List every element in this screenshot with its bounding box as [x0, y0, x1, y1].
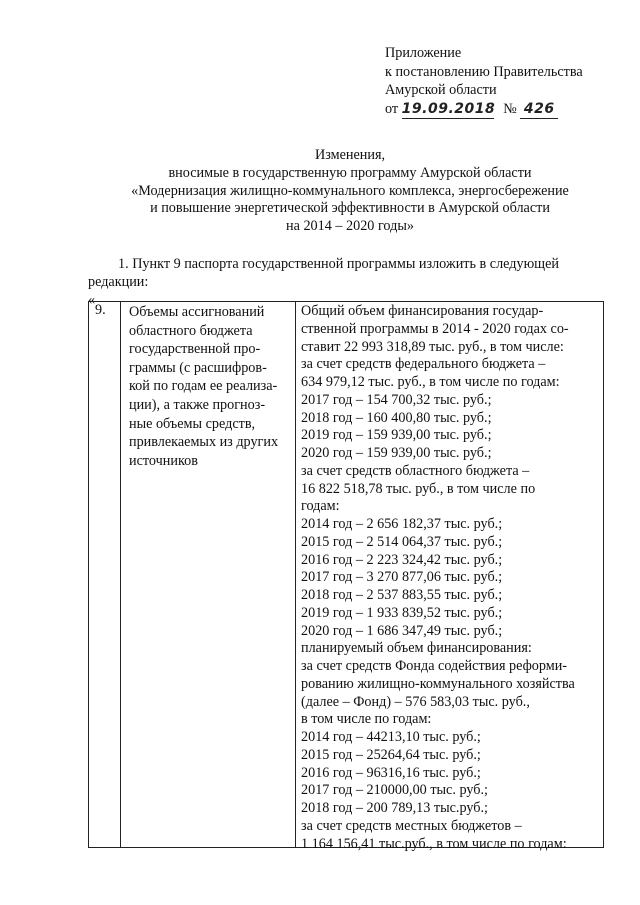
attachment-date-line: [385, 100, 583, 120]
content-line: 2016 год – 2 223 324,42 тыс. руб.;: [301, 551, 503, 568]
content-line: 2019 год – 159 939,00 тыс. руб.;: [301, 427, 492, 444]
row-number: 9.: [95, 302, 106, 318]
content-line: 2020 год – 1 686 347,49 тыс. руб.;: [301, 622, 503, 639]
content-line: (далее – Фонд) – 576 583,03 тыс. руб.,: [301, 693, 530, 710]
content-line: 2018 год – 2 537 883,55 тыс. руб.;: [301, 587, 503, 603]
content-line: Общий объем финансирования государ-: [301, 303, 544, 319]
row-content: [301, 303, 601, 853]
content-line: 2019 год – 1 933 839,52 тыс. руб.;: [301, 604, 503, 621]
content-line: годам:: [301, 498, 340, 515]
handwritten-date: 19.09.2018: [402, 100, 494, 120]
content-line: ставит 22 993 318,89 тыс. руб., в том числе:: [301, 338, 564, 355]
heading-line-4: и повышение энергетической эффективности в Амурской области: [150, 200, 550, 217]
content-line: 2020 год – 159 939,00 тыс. руб.;: [301, 445, 492, 461]
attachment-block: [385, 44, 583, 119]
column-divider-1: [120, 302, 121, 847]
content-line: 2016 год – 96316,16 тыс. руб.;: [301, 764, 481, 781]
content-line: 1 164 156,41 тыс.руб., в том числе по годам:: [301, 835, 567, 852]
heading-line-3: «Модернизация жилищно-коммунального комплекса, энергосбережение: [131, 182, 569, 199]
number-sign: №: [503, 100, 517, 117]
content-line: за счет средств Фонда содействия реформи-: [301, 658, 568, 674]
attachment-title: Приложение: [385, 45, 462, 61]
content-line: за счет средств местных бюджетов –: [301, 817, 522, 834]
label-line: привлекаемых из других: [129, 434, 279, 451]
content-line: 2017 год – 210000,00 тыс. руб.;: [301, 782, 488, 799]
content-line: 2018 год – 160 400,80 тыс. руб.;: [301, 409, 492, 426]
label-line: граммы (с расшифров-: [129, 359, 267, 376]
paragraph-line-2: редакции:: [88, 274, 149, 290]
from-label: от: [385, 100, 399, 117]
content-line: 2014 год – 2 656 182,37 тыс. руб.;: [301, 516, 503, 532]
content-line: 16 822 518,78 тыс. руб., в том числе по: [301, 480, 536, 497]
program-table-row: [88, 301, 604, 852]
content-line: планируемый объем финансирования:: [301, 640, 532, 657]
heading-line-1: Изменения,: [314, 147, 386, 163]
content-line: 2017 год – 3 270 877,06 тыс. руб.;: [301, 569, 503, 586]
content-line: 2015 год – 2 514 064,37 тыс. руб.;: [301, 533, 503, 550]
open-quote: «: [88, 292, 96, 308]
content-line: 2017 год – 154 700,32 тыс. руб.;: [301, 391, 492, 408]
content-line: рованию жилищно-коммунального хозяйства: [301, 675, 575, 692]
row-label: [129, 303, 291, 470]
heading-line-2: вносимые в государственную программу Амурской области: [168, 164, 532, 181]
label-line: источников: [129, 452, 198, 469]
content-line: за счет средств федерального бюджета –: [301, 356, 546, 373]
content-line: 2014 год – 44213,10 тыс. руб.;: [301, 729, 481, 745]
content-line: 2015 год – 25264,64 тыс. руб.;: [301, 746, 481, 763]
paragraph-line-1: 1. Пункт 9 паспорта государственной программы изложить в следующей: [118, 256, 559, 272]
column-divider-2: [295, 302, 296, 847]
handwritten-number: 426: [520, 100, 558, 120]
content-line: 2018 год – 200 789,13 тыс.руб.;: [301, 800, 488, 816]
label-line: Объемы ассигнований: [129, 304, 265, 320]
content-line: в том числе по годам:: [301, 711, 432, 728]
label-line: кой по годам ее реализа-: [129, 378, 278, 395]
attachment-resolution: к постановлению Правительства: [385, 63, 583, 80]
attachment-region: Амурской области: [385, 82, 497, 98]
content-line: за счет средств областного бюджета –: [301, 462, 530, 479]
label-line: ные объемы средств,: [129, 415, 256, 432]
label-line: областного бюджета: [129, 322, 253, 339]
content-line: 634 979,12 тыс. руб., в том числе по годам:: [301, 374, 560, 390]
label-line: ции), а также прогноз-: [129, 396, 266, 413]
content-line: ственной программы в 2014 - 2020 годах со-: [301, 320, 569, 337]
label-line: государственной про-: [129, 341, 261, 358]
heading-line-5: на 2014 – 2020 годы»: [286, 218, 414, 235]
document-heading: [60, 147, 640, 236]
